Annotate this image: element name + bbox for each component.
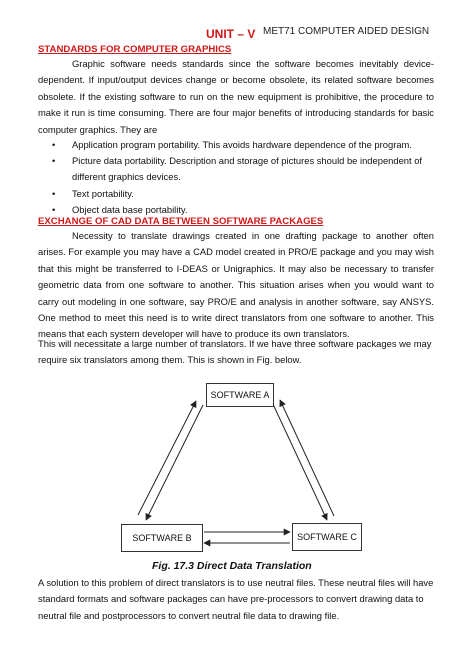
standards-paragraph: Graphic software needs standards since the software becomes inevitably device-dependent. If input/output devices change or become obsolete, its related software becomes obsolete. If the existing software to run on the new equipment is prohibitive, the procedure to make it run is time consuming. There are four major benefits of introducing standards for basic computer graphics. They are bbox=[38, 58, 434, 135]
bullet-icon: • bbox=[52, 139, 56, 150]
bullet-icon: • bbox=[52, 187, 56, 199]
benefits-list bbox=[38, 137, 434, 218]
closing-paragraph: A solution to this problem of direct translators is to use neutral files. These neutral files will have standard formats and software packages can have pre-processors to convert drawing data to neutral file and postprocessors to convert neutral file data to drawing file. bbox=[38, 577, 434, 621]
course-title: MET71 COMPUTER AIDED DESIGN bbox=[263, 26, 430, 37]
arrow-c-to-a bbox=[280, 400, 334, 516]
list-item: • Application program portability. This avoids hardware dependence of the program. bbox=[38, 137, 434, 153]
bullet-icon: • bbox=[52, 203, 56, 215]
list-item: • Picture data portability. Description and storage of pictures should be independent of different graphics devices. bbox=[52, 155, 423, 183]
section-heading-exchange: EXCHANGE OF CAD DATA BETWEEN SOFTWARE PACKAGES bbox=[38, 216, 324, 227]
software-a-box: SOFTWARE A bbox=[206, 383, 274, 407]
arrow-b-to-a bbox=[138, 401, 196, 515]
list-item: • Text portability. bbox=[38, 186, 434, 202]
list-item: • Object data base portability. bbox=[38, 202, 434, 218]
translators-paragraph: This will necessitate a large number of translators. If we have three software packages we may require six translators among them. This is shown in Fig. below. bbox=[38, 338, 432, 366]
figure-caption: Fig. 17.3 Direct Data Translation bbox=[152, 560, 312, 572]
software-b-box: SOFTWARE B bbox=[121, 524, 203, 552]
arrow-a-to-c bbox=[272, 402, 327, 520]
bullet-icon: • bbox=[52, 155, 56, 167]
arrow-a-to-b bbox=[146, 405, 203, 520]
unit-heading: UNIT – V bbox=[206, 27, 256, 41]
software-c-box: SOFTWARE C bbox=[292, 523, 362, 551]
exchange-paragraph: Necessity to translate drawings created in one drafting package to another often arises. For example you may have a CAD model created in PRO/E package and you may wish that this might be transferred to I-DEAS or Unigraphics. It may also be necessary to transfer geometric data from one software to another. This situation arises when you would want to carry out modeling in one software, say PRO/E and analysis in another software, say ANSYS. One method to meet this need is to write direct translators from one software to another. This means that each system developer will have to produce its own translators. bbox=[38, 230, 434, 340]
section-heading-standards: STANDARDS FOR COMPUTER GRAPHICS bbox=[38, 44, 232, 55]
